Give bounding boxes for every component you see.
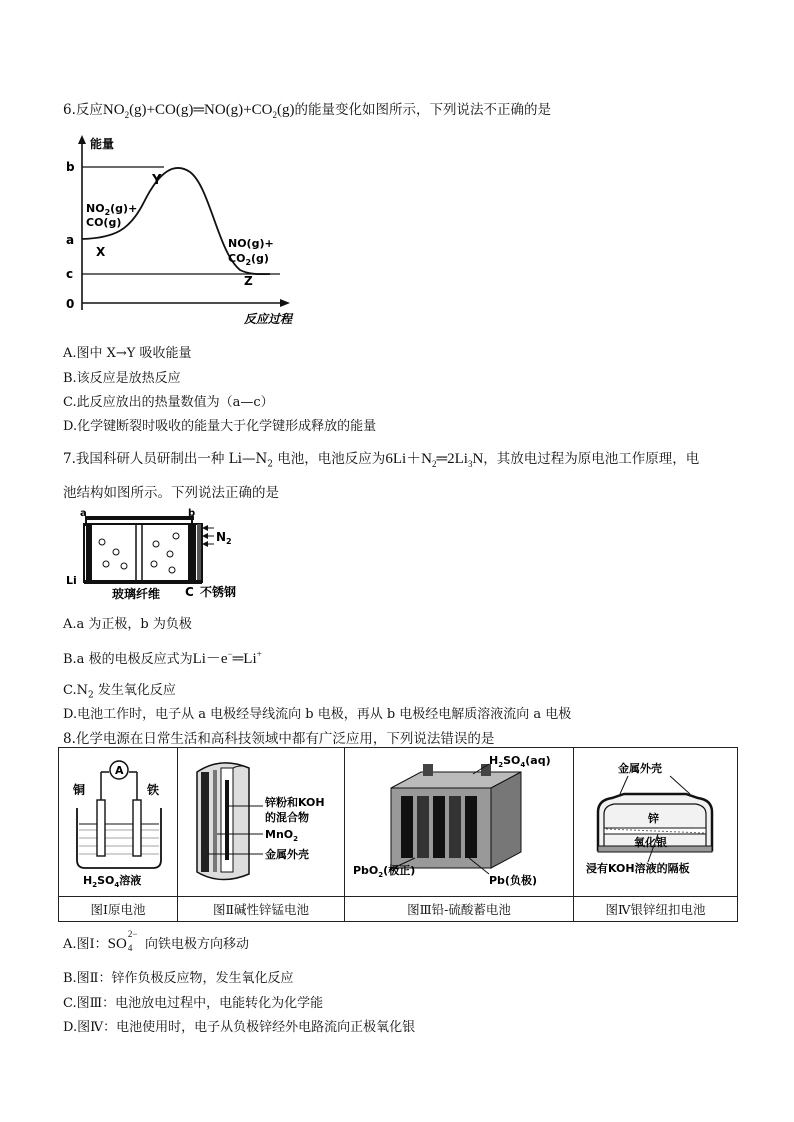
- q8-option-c: C.图Ⅲ：电池放电过程中，电能转化为化学能: [63, 996, 324, 1011]
- q6-option-d: D.化学键断裂时吸收的能量大于化学键形成释放的能量: [63, 419, 377, 434]
- q6-equation: $NO_2(g)+CO(g)═NO(g)+CO_2(g)$: [102, 102, 295, 120]
- q7-option-c: $C.N_2$ 发生氧化反应: [63, 683, 176, 701]
- label-stainless-steel: 不锈钢: [200, 585, 237, 599]
- x-axis-label: 反应过程: [244, 312, 293, 326]
- ag2o-label: 氧化银: [633, 836, 667, 849]
- q7-option-b: B.a 极的电极反应式为Li－e−═Li+: [63, 649, 262, 667]
- question-6-stem: [63, 98, 551, 120]
- question-8-stem: 8.化学电源在日常生活和高科技领域中都有广泛应用，下列说法错误的是: [63, 731, 495, 747]
- tick-0: 0: [66, 297, 75, 311]
- q8-option-d: D.图Ⅳ：电池使用时，电子从负极锌经外电路流向正极氧化银: [63, 1020, 416, 1035]
- fig1-caption: 图Ⅰ原电池: [59, 897, 178, 922]
- label-n2: $N_2$: [216, 530, 232, 546]
- q6-prefix: 6.反应: [63, 102, 103, 118]
- acid-label: $H_2SO_4(aq)$: [489, 754, 551, 769]
- iron-electrode: [133, 800, 141, 856]
- q6-option-a: A.图中 X→Y 吸收能量: [63, 346, 192, 361]
- galvanic-cell-diagram: [63, 750, 173, 890]
- c-electrode: [188, 524, 196, 584]
- li-n2-battery-diagram: [64, 506, 284, 600]
- fig3-caption: 图Ⅲ铅-硫酸蓄电池: [345, 897, 574, 922]
- point-x: X: [96, 245, 106, 259]
- li-electrode: [86, 524, 92, 584]
- q6-option-b: B.该反应是放热反应: [63, 371, 181, 386]
- metal-shell-label: 金属外壳: [265, 848, 309, 861]
- question-7-stem-line1: 7.我国科研人员研制出一种 $Li—N_2$ 电池，电池反应为$6Li+N_2═2Li_3N$，其放电过程为原电池工作原理，电: [63, 451, 700, 470]
- fig4-cell: [574, 748, 738, 897]
- q6-option-c: C.此反应放出的热量数值为（a—c）: [63, 395, 274, 410]
- reactant-label-line2: CO(g): [86, 216, 122, 229]
- tick-a: a: [66, 233, 75, 247]
- solution-label: $H_2SO_4$溶液: [83, 874, 142, 889]
- q6-suffix: 的能量变化如图所示，下列说法不正确的是: [294, 102, 551, 118]
- reactant-label: $NO_2(g)+$: [86, 202, 138, 217]
- shell-label: 金属外壳: [617, 762, 662, 775]
- label-glass-fiber: 玻璃纤维: [112, 587, 161, 600]
- pb-label: Pb(负极): [489, 874, 537, 887]
- q7-option-d: D.电池工作时，电子从 a 电极经导线流向 b 电极，再从 b 电极经电解质溶液流向 a 电极: [63, 707, 572, 722]
- cu-label: 铜: [73, 783, 86, 797]
- fig2-cell: [178, 748, 345, 897]
- label-a: a: [80, 508, 87, 519]
- mno2-label: MnO$_2$: [265, 828, 299, 843]
- q7-reaction: $6Li+N_2═2Li_3N$: [385, 451, 484, 469]
- fe-label: 铁: [147, 783, 160, 797]
- label-c: C: [185, 585, 194, 599]
- fig4-caption: 图Ⅳ银锌纽扣电池: [574, 897, 738, 922]
- product-label-line2: $CO_2(g)$: [228, 252, 269, 267]
- ammeter-label: A: [115, 764, 124, 777]
- separator-label: 浸有KOH溶液的隔板: [585, 862, 690, 875]
- label-b: b: [188, 508, 196, 519]
- zn-label: 锌: [647, 812, 659, 825]
- y-axis-label: 能量: [90, 137, 115, 151]
- fig1-cell: [59, 748, 178, 897]
- pbo2-label: PbO$_2$(极正): [353, 864, 416, 879]
- question-7-stem-line2: 池结构如图所示。下列说法正确的是: [63, 485, 279, 501]
- product-label: NO(g)+: [228, 237, 274, 250]
- q7-option-a: A.a 为正极，b 为负极: [63, 617, 192, 632]
- q8-option-b: B.图Ⅱ：锌作负极反应物，发生氧化反应: [63, 971, 294, 986]
- battery-figures-table: [58, 747, 738, 922]
- tick-b: b: [66, 160, 75, 174]
- tick-c: c: [66, 267, 74, 281]
- copper-electrode: [97, 800, 105, 856]
- lead-acid-battery-diagram: [349, 750, 569, 890]
- energy-profile-diagram: [60, 132, 310, 328]
- q8-option-a: A.图Ⅰ：SO 2− 4 向铁电极方向移动: [63, 929, 249, 953]
- fig3-cell: [345, 748, 574, 897]
- mixture-label: 的混合物: [265, 811, 309, 824]
- point-y: Y: [152, 173, 162, 188]
- zinc-koh-label: 锌粉和KOH: [265, 796, 325, 809]
- point-z: Z: [244, 274, 253, 288]
- alkaline-battery-diagram: [181, 750, 341, 890]
- button-battery-diagram: [578, 750, 734, 890]
- fig2-caption: 图Ⅱ碱性锌锰电池: [178, 897, 345, 922]
- label-li: Li: [66, 574, 77, 587]
